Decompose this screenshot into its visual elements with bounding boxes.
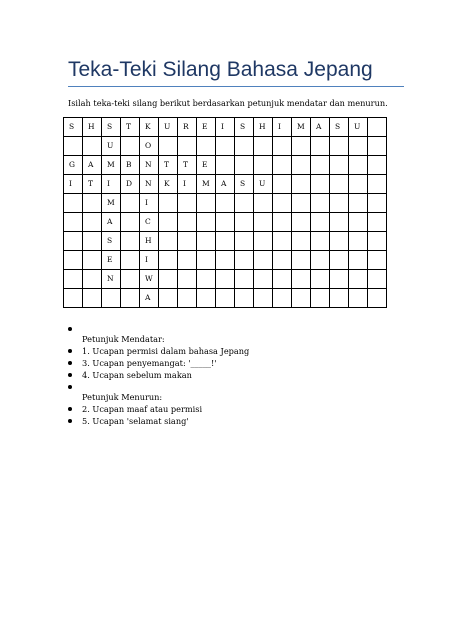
grid-cell — [178, 194, 197, 213]
grid-cell — [216, 156, 235, 175]
grid-cell — [311, 194, 330, 213]
grid-cell — [197, 251, 216, 270]
grid-cell — [273, 175, 292, 194]
grid-cell — [235, 270, 254, 289]
grid-row — [64, 118, 387, 137]
grid-row — [64, 232, 387, 251]
grid-cell: H — [140, 232, 159, 251]
grid-cell — [64, 194, 83, 213]
grid-cell — [159, 289, 178, 308]
grid-cell — [330, 232, 349, 251]
grid-cell — [197, 289, 216, 308]
grid-cell: E — [197, 118, 216, 137]
bullet-icon — [68, 407, 72, 411]
bullet-icon — [68, 361, 72, 365]
grid-cell — [349, 194, 368, 213]
grid-cell — [216, 194, 235, 213]
grid-cell — [83, 270, 102, 289]
grid-cell — [273, 137, 292, 156]
grid-cell — [83, 137, 102, 156]
grid-cell — [178, 232, 197, 251]
grid-cell — [235, 251, 254, 270]
grid-cell — [349, 213, 368, 232]
grid-cell — [273, 251, 292, 270]
grid-cell — [197, 270, 216, 289]
grid-cell: A — [140, 289, 159, 308]
grid-cell: A — [83, 156, 102, 175]
grid-cell — [254, 270, 273, 289]
grid-cell — [311, 213, 330, 232]
grid-cell — [254, 232, 273, 251]
grid-cell — [273, 289, 292, 308]
grid-cell — [64, 251, 83, 270]
grid-cell — [368, 194, 387, 213]
grid-cell — [330, 270, 349, 289]
grid-cell: T — [159, 156, 178, 175]
grid-cell: S — [102, 232, 121, 251]
grid-cell — [349, 175, 368, 194]
grid-cell — [330, 137, 349, 156]
grid-row — [64, 289, 387, 308]
grid-cell — [235, 232, 254, 251]
grid-cell — [216, 213, 235, 232]
grid-cell — [83, 251, 102, 270]
grid-cell: M — [197, 175, 216, 194]
grid-cell — [83, 232, 102, 251]
grid-cell — [368, 270, 387, 289]
grid-cell: O — [140, 137, 159, 156]
title-underline — [68, 86, 404, 87]
grid-cell — [311, 270, 330, 289]
grid-cell — [159, 251, 178, 270]
grid-cell — [311, 289, 330, 308]
grid-cell — [254, 289, 273, 308]
grid-cell — [311, 232, 330, 251]
grid-cell — [64, 270, 83, 289]
grid-row — [64, 270, 387, 289]
grid-cell — [216, 289, 235, 308]
grid-cell: E — [197, 156, 216, 175]
grid-cell: I — [178, 175, 197, 194]
grid-cell: C — [140, 213, 159, 232]
bullet-icon — [68, 385, 72, 389]
grid-cell: N — [102, 270, 121, 289]
grid-cell — [178, 213, 197, 232]
bullet-icon — [68, 373, 72, 377]
grid-cell: A — [216, 175, 235, 194]
grid-cell — [216, 137, 235, 156]
grid-cell: B — [121, 156, 140, 175]
grid-cell: U — [159, 118, 178, 137]
grid-cell — [121, 289, 140, 308]
grid-cell — [349, 270, 368, 289]
clue-heading-down: Petunjuk Menurun: — [68, 381, 249, 403]
grid-cell: M — [292, 118, 311, 137]
grid-cell — [178, 289, 197, 308]
grid-cell: I — [273, 118, 292, 137]
grid-cell — [83, 194, 102, 213]
clue-item: 5. Ucapan 'selamat siang' — [68, 415, 249, 427]
grid-cell: W — [140, 270, 159, 289]
grid-cell — [197, 232, 216, 251]
grid-cell: S — [235, 175, 254, 194]
grid-cell — [121, 194, 140, 213]
grid-cell — [159, 270, 178, 289]
grid-cell: T — [121, 118, 140, 137]
grid-cell — [178, 137, 197, 156]
grid-cell — [349, 137, 368, 156]
grid-row — [64, 156, 387, 175]
grid-cell — [330, 289, 349, 308]
grid-cell — [311, 137, 330, 156]
grid-cell — [64, 213, 83, 232]
grid-cell — [121, 270, 140, 289]
grid-cell — [292, 156, 311, 175]
grid-cell: S — [102, 118, 121, 137]
grid-cell — [330, 156, 349, 175]
clue-item: 2. Ucapan maaf atau permisi — [68, 403, 249, 415]
grid-cell — [292, 137, 311, 156]
grid-cell — [121, 213, 140, 232]
grid-cell — [368, 175, 387, 194]
clue-item: 3. Ucapan penyemangat: '_____!' — [68, 357, 249, 369]
grid-cell: U — [349, 118, 368, 137]
grid-cell: S — [330, 118, 349, 137]
grid-row — [64, 251, 387, 270]
grid-cell — [178, 270, 197, 289]
grid-cell — [197, 194, 216, 213]
grid-cell — [311, 175, 330, 194]
grid-cell — [273, 156, 292, 175]
instructions-text: Isilah teka-teki silang berikut berdasarkan petunjuk mendatar dan menurun. — [68, 98, 388, 108]
bullet-icon — [68, 327, 72, 331]
grid-cell — [349, 232, 368, 251]
grid-cell — [254, 156, 273, 175]
grid-cell — [330, 194, 349, 213]
grid-cell — [254, 213, 273, 232]
grid-cell: A — [102, 213, 121, 232]
grid-cell — [349, 156, 368, 175]
bullet-icon — [68, 419, 72, 423]
grid-cell: U — [102, 137, 121, 156]
grid-cell — [64, 289, 83, 308]
grid-cell — [368, 232, 387, 251]
grid-cell: U — [254, 175, 273, 194]
grid-cell: M — [102, 156, 121, 175]
grid-cell — [311, 251, 330, 270]
grid-cell — [159, 232, 178, 251]
grid-cell — [235, 137, 254, 156]
bullet-icon — [68, 349, 72, 353]
grid-cell — [292, 289, 311, 308]
grid-cell — [216, 232, 235, 251]
document-title: Teka-Teki Silang Bahasa Jepang — [68, 58, 373, 81]
grid-cell: N — [140, 156, 159, 175]
grid-cell — [178, 251, 197, 270]
grid-cell — [292, 194, 311, 213]
grid-cell — [254, 137, 273, 156]
grid-cell: H — [83, 118, 102, 137]
grid-cell: A — [311, 118, 330, 137]
grid-row — [64, 194, 387, 213]
grid-cell — [292, 251, 311, 270]
crossword-grid — [63, 117, 387, 308]
grid-cell — [197, 213, 216, 232]
grid-cell: I — [102, 175, 121, 194]
clue-heading-across: Petunjuk Mendatar: — [68, 323, 249, 345]
grid-row — [64, 175, 387, 194]
grid-cell: K — [159, 175, 178, 194]
grid-cell: N — [140, 175, 159, 194]
grid-cell — [330, 213, 349, 232]
grid-cell — [349, 289, 368, 308]
grid-cell: K — [140, 118, 159, 137]
grid-cell — [368, 251, 387, 270]
grid-cell — [273, 194, 292, 213]
grid-cell: S — [64, 118, 83, 137]
grid-cell: R — [178, 118, 197, 137]
grid-cell — [102, 289, 121, 308]
grid-cell — [159, 137, 178, 156]
grid-cell — [330, 175, 349, 194]
grid-cell — [64, 137, 83, 156]
grid-row — [64, 137, 387, 156]
grid-cell: I — [140, 251, 159, 270]
grid-cell: T — [83, 175, 102, 194]
grid-cell — [235, 156, 254, 175]
grid-cell: S — [235, 118, 254, 137]
grid-cell: G — [64, 156, 83, 175]
grid-cell — [121, 137, 140, 156]
grid-cell — [292, 175, 311, 194]
grid-cell — [292, 232, 311, 251]
clue-item: 4. Ucapan sebelum makan — [68, 369, 249, 381]
grid-cell — [273, 213, 292, 232]
grid-cell — [83, 289, 102, 308]
clue-list — [68, 323, 249, 427]
grid-cell — [235, 289, 254, 308]
grid-cell — [159, 213, 178, 232]
grid-cell — [368, 156, 387, 175]
grid-cell — [273, 270, 292, 289]
grid-cell — [235, 194, 254, 213]
grid-cell — [159, 194, 178, 213]
grid-cell — [216, 270, 235, 289]
grid-cell — [368, 118, 387, 137]
grid-cell: I — [140, 194, 159, 213]
grid-cell: I — [216, 118, 235, 137]
grid-cell — [121, 232, 140, 251]
grid-cell — [254, 251, 273, 270]
grid-cell: H — [254, 118, 273, 137]
grid-row — [64, 213, 387, 232]
grid-cell — [64, 232, 83, 251]
grid-cell — [197, 137, 216, 156]
grid-cell — [292, 270, 311, 289]
grid-cell — [83, 213, 102, 232]
grid-cell — [254, 194, 273, 213]
grid-cell: D — [121, 175, 140, 194]
grid-cell — [349, 251, 368, 270]
grid-cell — [235, 213, 254, 232]
grid-cell — [273, 232, 292, 251]
grid-cell — [368, 137, 387, 156]
grid-cell: T — [178, 156, 197, 175]
grid-cell: M — [102, 194, 121, 213]
grid-cell — [292, 213, 311, 232]
grid-cell — [368, 213, 387, 232]
clue-item: 1. Ucapan permisi dalam bahasa Jepang — [68, 345, 249, 357]
grid-cell: E — [102, 251, 121, 270]
grid-cell — [121, 251, 140, 270]
grid-cell — [330, 251, 349, 270]
grid-cell — [368, 289, 387, 308]
grid-cell — [216, 251, 235, 270]
grid-cell — [311, 156, 330, 175]
grid-cell: I — [64, 175, 83, 194]
